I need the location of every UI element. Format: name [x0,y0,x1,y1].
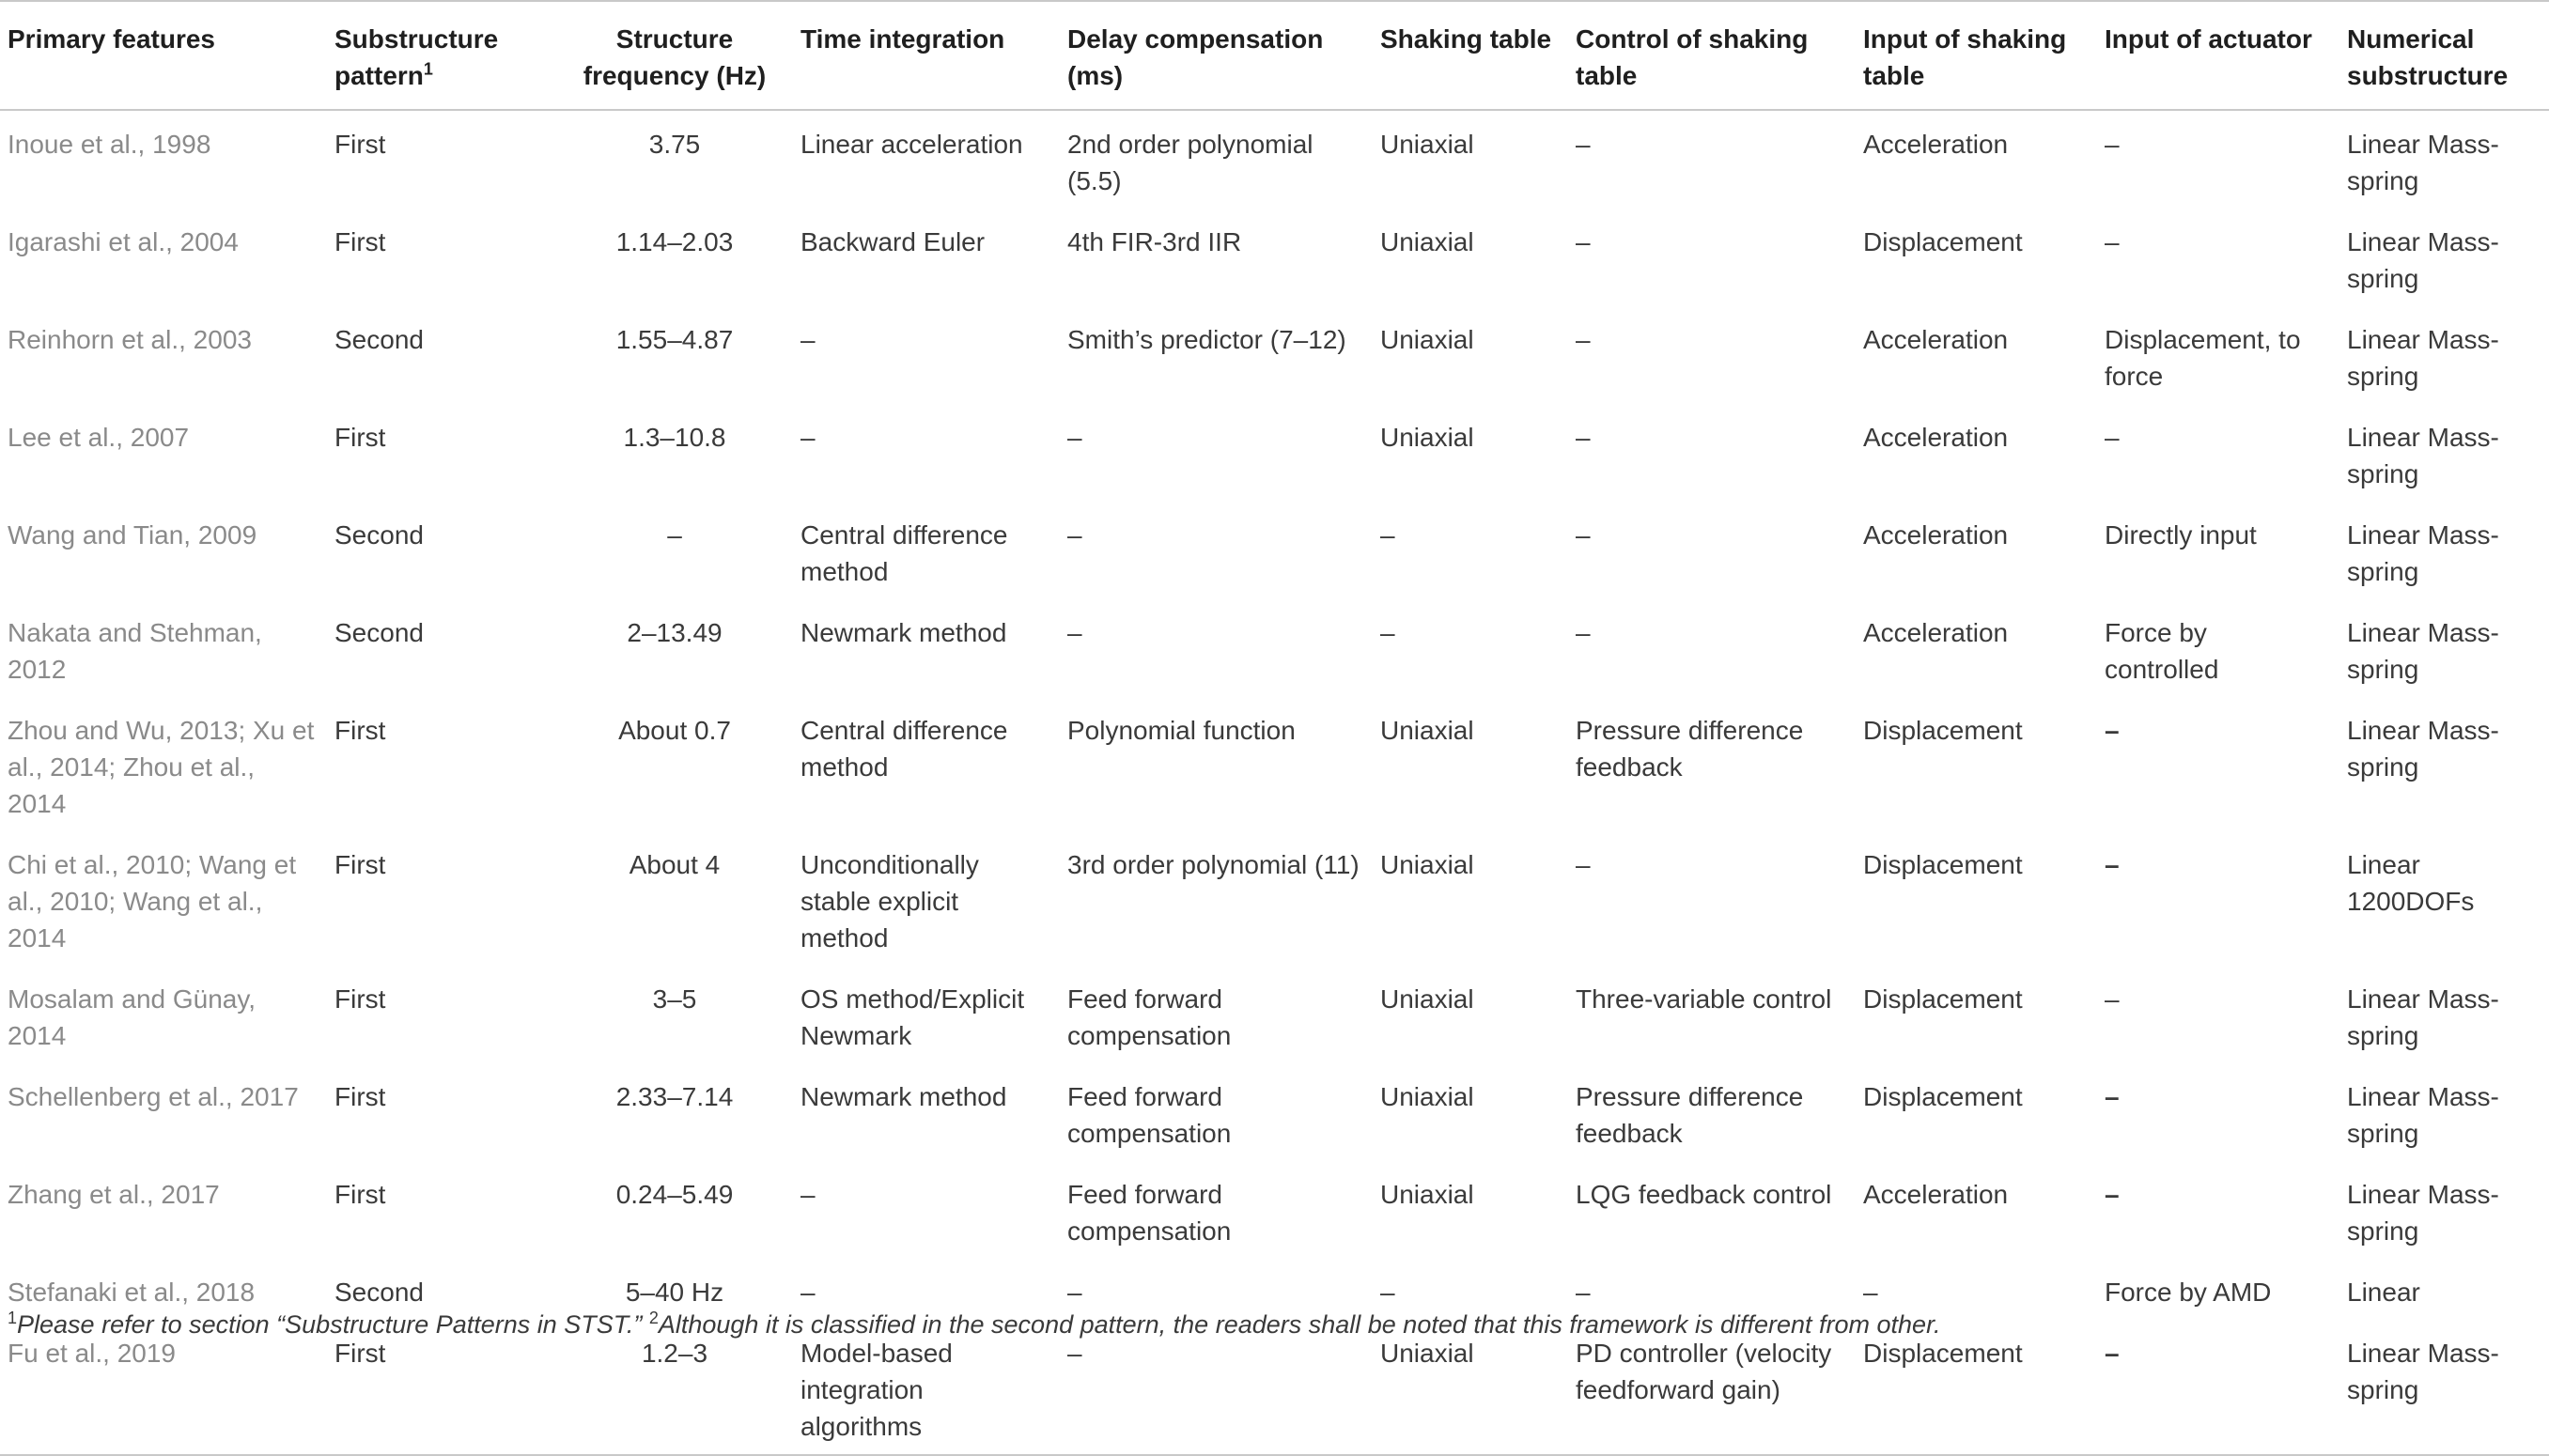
cell-time-integration: Linear acceleration [800,130,1023,159]
cell-control-of-shaking-table: – [1576,1278,1591,1307]
cell-structure-frequency: About 0.7 [618,716,731,745]
cell-substructure-pattern: First [334,850,386,879]
table-row [0,404,2549,502]
cell-shaking-table: Uniaxial [1380,423,1474,452]
cell-substructure-pattern: First [334,984,386,1014]
cell-delay-compensation: 2nd order polynomial (5.5) [1067,130,1313,195]
cell-delay-compensation: – [1058,1320,1371,1455]
cell-time-integration: – [800,1278,816,1307]
cell-primary-features: Zhang et al., 2017 [8,1180,220,1209]
cell-structure-frequency: 1.3–10.8 [623,423,726,452]
cell-substructure-pattern: Second [334,618,424,647]
cell-delay-compensation: – [1067,618,1082,647]
cell-input-of-shaking-table: Acceleration [1863,130,2009,159]
cell-input-of-shaking-table: Acceleration [1863,520,2009,550]
cell-primary-features: Stefanaki et al., 2018 [8,1278,256,1307]
header-primary-features [0,1,325,110]
cell-delay-compensation: Polynomial function [1067,716,1296,745]
header-label: Primary features [8,24,216,54]
cell-delay-compensation: 3rd order polynomial (11) [1067,850,1360,879]
cell-input-of-actuator: – [2095,1320,2338,1455]
header-label: Input of actuator [2105,24,2312,54]
cell-numerical-substructure: Linear Mass-spring [2347,520,2499,586]
cell-time-integration: Model-based integration algorithms [791,1320,1058,1455]
cell-shaking-table: Uniaxial [1380,716,1474,745]
table-row [0,966,2549,1063]
cell-structure-frequency: 2.33–7.14 [615,1082,734,1111]
cell-time-integration: Central difference method [800,716,1008,782]
cell-primary-features: Inoue et al., 1998 [8,130,211,159]
cell-input-of-actuator: – [2105,1180,2120,1209]
header-label: Shaking table [1380,24,1552,54]
cell-primary-features: Schellenberg et al., 2017 [8,1082,299,1111]
cell-control-of-shaking-table: – [1576,130,1591,159]
cell-input-of-shaking-table: Displacement [1863,716,2023,745]
cell-input-of-shaking-table: – [1863,1278,1878,1307]
cell-structure-frequency: About 4 [629,850,721,879]
cell-structure-frequency: 1.55–4.87 [615,325,734,354]
header-substructure-pattern [325,1,558,110]
header-shaking-table [1371,1,1566,110]
cell-shaking-table: Uniaxial [1380,1082,1474,1111]
cell-input-of-actuator: – [2105,716,2120,745]
cell-shaking-table: Uniaxial [1380,325,1474,354]
cell-delay-compensation: Smith’s predictor (7–12) [1067,325,1346,354]
cell-input-of-shaking-table: Displacement [1863,850,2023,879]
table-row [0,1063,2549,1161]
cell-input-of-actuator: – [2105,984,2120,1014]
cell-substructure-pattern: First [334,227,386,256]
cell-numerical-substructure: Linear Mass-spring [2347,984,2499,1050]
cell-shaking-table: Uniaxial [1380,130,1474,159]
cell-structure-frequency: 5–40 Hz [625,1278,724,1307]
cell-control-of-shaking-table: Pressure difference feedback [1576,716,1804,782]
cell-control-of-shaking-table: LQG feedback control [1576,1180,1832,1209]
cell-structure-frequency: 1.14–2.03 [615,227,734,256]
header-delay-compensation [1058,1,1371,110]
cell-time-integration: – [800,1180,816,1209]
cell-numerical-substructure: Linear Mass-spring [2347,130,2499,195]
cell-primary-features: Igarashi et al., 2004 [8,227,239,256]
cell-shaking-table: – [1380,1278,1395,1307]
cell-input-of-shaking-table: Displacement [1863,227,2023,256]
cell-input-of-actuator: – [2105,423,2120,452]
cell-numerical-substructure: Linear Mass-spring [2338,1320,2549,1455]
cell-numerical-substructure: Linear Mass-spring [2347,325,2499,391]
cell-control-of-shaking-table: – [1576,423,1591,452]
table-row [0,831,2549,966]
header-label: Control of shaking table [1576,24,1809,90]
cell-control-of-shaking-table: PD controller (velocity feedforward gain) [1566,1320,1854,1455]
cell-structure-frequency: 3.75 [648,130,701,159]
cell-control-of-shaking-table: – [1576,227,1591,256]
cell-primary-features: Reinhorn et al., 2003 [8,325,252,354]
cell-primary-features: Mosalam and Günay, 2014 [8,984,256,1050]
header-label: Substructure pattern [334,24,499,90]
cell-substructure-pattern: First [334,1180,386,1209]
cell-input-of-actuator: – [2105,130,2120,159]
table-row [0,110,2549,209]
table-row [0,1161,2549,1259]
cell-substructure-pattern: Second [334,520,424,550]
cell-shaking-table: Uniaxial [1371,1320,1566,1455]
cell-structure-frequency: 1.2–3 [558,1320,791,1455]
cell-input-of-shaking-table: Acceleration [1863,1180,2009,1209]
footnote-mark-2: 2 [648,1309,659,1327]
cell-primary-features: Chi et al., 2010; Wang et al., 2010; Wang et al., 2014 [8,850,297,953]
header-input-of-shaking-table [1854,1,2095,110]
cell-input-of-actuator: – [2105,850,2120,879]
cell-time-integration: – [800,423,816,452]
cell-delay-compensation: Feed forward compensation [1067,984,1232,1050]
header-structure-frequency [558,1,791,110]
cell-input-of-actuator: Displacement, to force [2105,325,2301,391]
cell-time-integration: Backward Euler [800,227,986,256]
cell-control-of-shaking-table: – [1576,618,1591,647]
footnote [8,1308,2526,1341]
cell-substructure-pattern: First [334,130,386,159]
cell-primary-features: Lee et al., 2007 [8,423,190,452]
cell-control-of-shaking-table: – [1576,850,1591,879]
cell-primary-features: Wang and Tian, 2009 [8,520,257,550]
cell-structure-frequency: 0.24–5.49 [615,1180,734,1209]
header-time-integration [791,1,1058,110]
cell-substructure-pattern: First [334,423,386,452]
cell-input-of-shaking-table: Displacement [1854,1320,2095,1455]
table-header [0,1,2549,110]
cell-input-of-shaking-table: Acceleration [1863,423,2009,452]
cell-structure-frequency: 3–5 [652,984,697,1014]
cell-structure-frequency: – [667,520,682,550]
header-row [0,1,2549,110]
cell-delay-compensation: – [1067,1278,1082,1307]
cell-shaking-table: Uniaxial [1380,227,1474,256]
cell-input-of-actuator: – [2105,227,2120,256]
header-label: Delay compensation (ms) [1067,24,1324,90]
cell-input-of-shaking-table: Displacement [1863,984,2023,1014]
header-footnote-mark: 1 [423,59,433,79]
cell-substructure-pattern: First [334,1082,386,1111]
cell-substructure-pattern: First [325,1320,558,1455]
cell-delay-compensation: – [1067,423,1082,452]
cell-time-integration: Unconditionally stable explicit method [800,850,979,953]
table-row [0,599,2549,697]
cell-shaking-table: Uniaxial [1380,984,1474,1014]
cell-delay-compensation: 4th FIR-3rd IIR [1067,227,1242,256]
cell-time-integration: OS method/Explicit Newmark [800,984,1025,1050]
cell-input-of-actuator: Force by AMD [2105,1278,2272,1307]
cell-numerical-substructure: Linear Mass-spring [2347,716,2499,782]
cell-input-of-actuator: Force by controlled [2105,618,2219,684]
cell-delay-compensation: Feed forward compensation [1067,1082,1232,1148]
cell-input-of-actuator: – [2105,1082,2120,1111]
header-input-of-actuator [2095,1,2338,110]
cell-time-integration: Central difference method [800,520,1008,586]
cell-numerical-substructure: Linear Mass-spring [2347,423,2499,488]
header-label: Numerical substructure [2347,24,2509,90]
cell-shaking-table: – [1380,618,1395,647]
cell-time-integration: – [800,325,816,354]
cell-delay-compensation: – [1067,520,1082,550]
footnote-mark-1: 1 [8,1309,18,1327]
cell-primary-features: Nakata and Stehman, 2012 [8,618,262,684]
cell-numerical-substructure: Linear Mass-spring [2347,618,2499,684]
cell-control-of-shaking-table: – [1576,325,1591,354]
table-row [0,209,2549,306]
header-control-of-shaking-table [1566,1,1854,110]
cell-input-of-shaking-table: Acceleration [1863,325,2009,354]
footnote-text-2: Although it is classified in the second pattern, the readers shall be noted that this framework is different from other. [658,1310,1941,1339]
cell-shaking-table: Uniaxial [1380,850,1474,879]
cell-substructure-pattern: Second [334,325,424,354]
cell-time-integration: Newmark method [800,1082,1007,1111]
cell-input-of-shaking-table: Displacement [1863,1082,2023,1111]
cell-input-of-shaking-table: Acceleration [1863,618,2009,647]
header-label: Input of shaking table [1863,24,2067,90]
header-label: Time integration [800,24,1005,54]
cell-control-of-shaking-table: Pressure difference feedback [1576,1082,1804,1148]
footnote-text-1: Please refer to section “Substructure Patterns in STST.” [17,1310,643,1339]
cell-input-of-actuator: Directly input [2105,520,2257,550]
cell-numerical-substructure: Linear 1200DOFs [2347,850,2475,916]
cell-control-of-shaking-table: Three-variable control [1576,984,1832,1014]
header-label: Structure frequency (Hz) [583,24,767,90]
cell-primary-features: Fu et al., 2019 [0,1320,325,1455]
table-row [0,502,2549,599]
cell-numerical-substructure: Linear Mass-spring [2347,227,2499,293]
cell-time-integration: Newmark method [800,618,1007,647]
cell-numerical-substructure: Linear [2347,1278,2420,1307]
cell-substructure-pattern: First [334,716,386,745]
cell-control-of-shaking-table: – [1576,520,1591,550]
table-body [0,110,2549,1455]
cell-structure-frequency: 2–13.49 [627,618,723,647]
cell-numerical-substructure: Linear Mass-spring [2347,1180,2499,1246]
cell-substructure-pattern: Second [334,1278,424,1307]
cell-numerical-substructure: Linear Mass-spring [2347,1082,2499,1148]
cell-delay-compensation: Feed forward compensation [1067,1180,1232,1246]
cell-primary-features: Zhou and Wu, 2013; Xu et al., 2014; Zhou et al., 2014 [8,716,315,818]
table-row [0,306,2549,404]
cell-shaking-table: – [1380,520,1395,550]
header-numerical-substructure [2338,1,2549,110]
table-row [0,697,2549,831]
cell-shaking-table: Uniaxial [1380,1180,1474,1209]
